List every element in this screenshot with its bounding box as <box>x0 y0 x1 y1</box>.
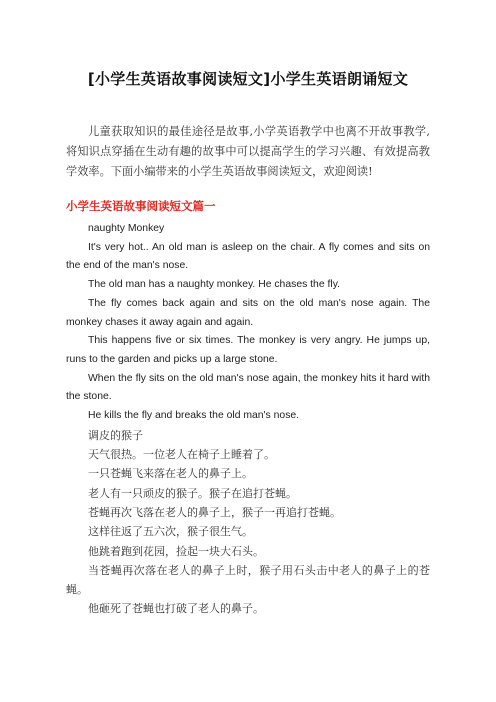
story-title-en: naughty Monkey <box>88 223 165 234</box>
story-paragraph-cn: 天气很热。一位老人在椅子上睡着了。 <box>88 448 275 462</box>
story-paragraph-cn: 老人有一只顽皮的猴子。猴子在追打苍蝇。 <box>88 486 297 500</box>
story-title-cn: 调皮的猴子 <box>88 428 143 442</box>
story-paragraph-en: He kills the fly and breaks the old man's nose. <box>88 410 300 422</box>
intro-paragraph: 儿童获取知识的最佳途径是故事,小学英语教学中也离不开故事教学,将知识点穿插在生动有趣的故事中可以提高学生的学习兴趣、有效提高教学效率。下面小编带来的小学生英语故事阅读短文，欢迎阅读! <box>66 125 430 178</box>
story-paragraph-en: This happens five or six times. The monkey is very angry. He jumps up, runs to the garden and picks up a large stone. <box>66 335 430 365</box>
story-paragraph-cn: 苍蝇再次飞落在老人的鼻子上，猴子一再追打苍蝇。 <box>88 505 341 519</box>
story-paragraph-en: The old man has a naughty monkey. He chases the fly. <box>88 279 341 291</box>
story-paragraph-cn: 他跳着跑到花园，捡起一块大石头。 <box>88 544 264 558</box>
story-paragraph-cn: 一只苍蝇飞来落在老人的鼻子上。 <box>88 467 253 481</box>
story-paragraph-en: When the fly sits on the old man's nose again, the monkey hits it hard with the stone. <box>66 372 430 403</box>
document-title: [小学生英语故事阅读短文]小学生英语朗诵短文 <box>87 70 409 88</box>
story-paragraph-cn: 当苍蝇再次落在老人的鼻子上时，猴子用石头击中老人的鼻子上的苍蝇。 <box>66 563 430 597</box>
story-paragraph-cn: 他砸死了苍蝇也打破了老人的鼻子。 <box>88 602 264 616</box>
story-body <box>66 220 430 619</box>
story-paragraph-cn: 这样往返了五六次，猴子很生气。 <box>88 525 253 539</box>
story-paragraph-en: It's very hot.. An old man is asleep on the chair. A fly comes and sits on the end of the man's nose. <box>66 241 430 272</box>
section-heading: 小学生英语故事阅读短文篇一 <box>66 199 216 213</box>
story-paragraph-en: The fly comes back again and sits on the old man's nose again. The monkey chases it away again and again. <box>66 297 430 328</box>
